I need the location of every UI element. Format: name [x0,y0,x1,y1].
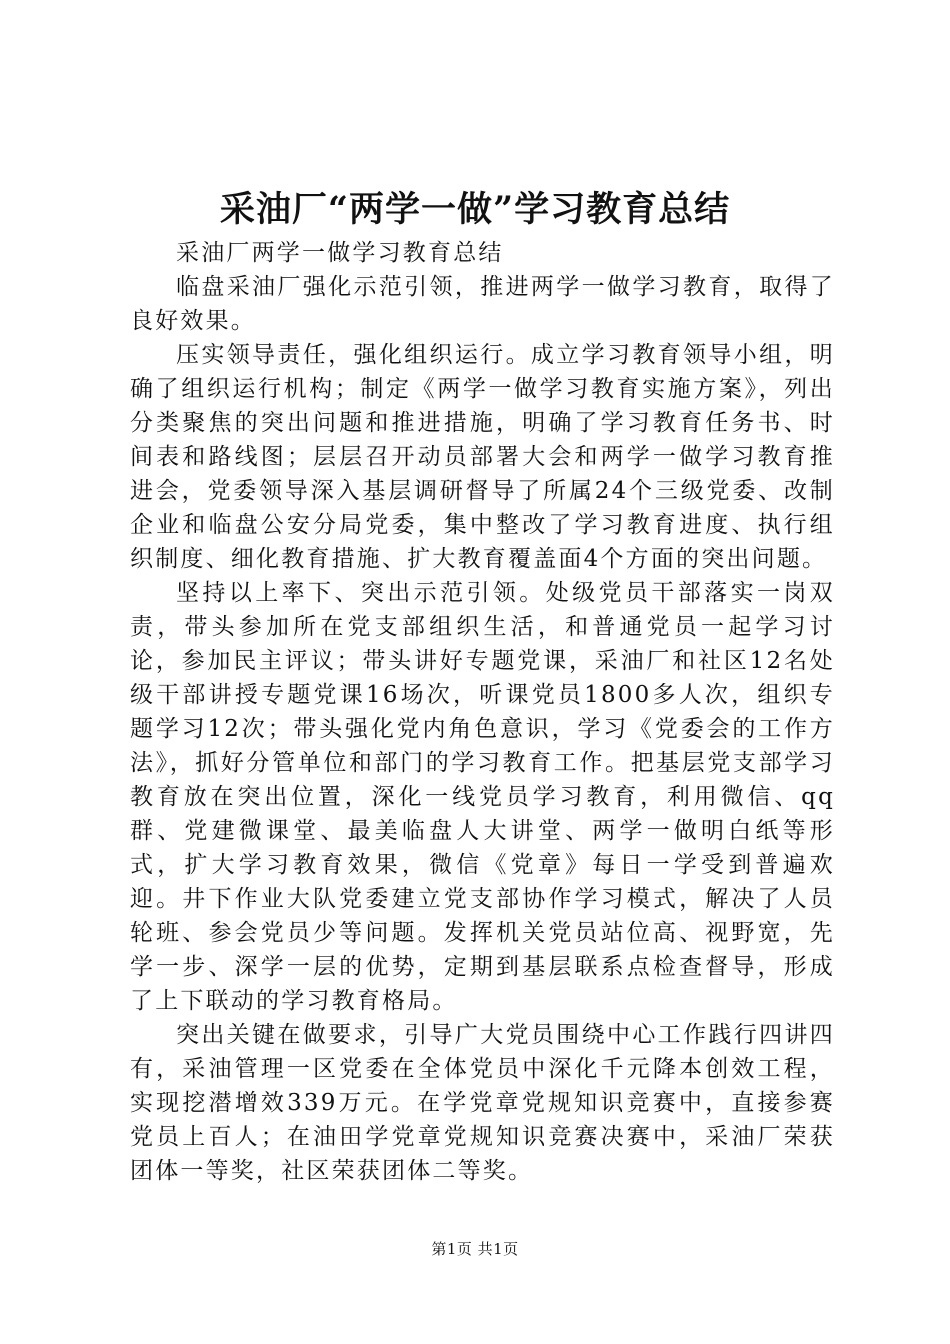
body-paragraph-example: 坚持以上率下、突出示范引领。处级党员干部落实一岗双责，带头参加所在党支部组织生活，和普通党员一起学习讨论，参加民主评议；带头讲好专题党课，采油厂和社区12名处级干部讲授专题党课16场次，听课党员1800多人次，组织专题学习12次；带头强化党内角色意识，学习《党委会的工作方法》，抓好分管单位和部门的学习教育工作。把基层党支部学习教育放在突出位置，深化一线党员学习教育，利用微信、qq群、党建微课堂、最美临盘人大讲堂、两学一做明白纸等形式，扩大学习教育效果，微信《党章》每日一学受到普遍欢迎。井下作业大队党委建立党支部协作学习模式，解决了人员轮班、参会党员少等问题。发挥机关党员站位高、视野宽，先学一步、深学一层的优势，定期到基层联系点检查督导，形成了上下联动的学习教育格局。 [130,580,835,1014]
page-number-footer: 第1页 共1页 [431,1240,519,1258]
body-paragraph-action: 突出关键在做要求，引导广大党员围绕中心工作践行四讲四有，采油管理一区党委在全体党员中深化千元降本创效工程，实现挖潜增效339万元。在学党章党规知识竞赛中，直接参赛党员上百人；在油田学党章党规知识竞赛决赛中，采油厂荣获团体一等奖，社区荣获团体二等奖。 [130,1022,835,1184]
document-title: 采油厂“两学一做”学习教育总结 [219,189,731,230]
document-body [130,236,835,1188]
body-paragraph-leadership: 压实领导责任，强化组织运行。成立学习教育领导小组，明确了组织运行机构；制定《两学一做学习教育实施方案》，列出分类聚焦的突出问题和推进措施，明确了学习教育任务书、时间表和路线图；层层召开动员部署大会和两学一做学习教育推进会，党委领导深入基层调研督导了所属24个三级党委、改制企业和临盘公安分局党委，集中整改了学习教育进度、执行组织制度、细化教育措施、扩大教育覆盖面4个方面的突出问题。 [130,342,835,572]
body-paragraph-subtitle: 采油厂两学一做学习教育总结 [176,240,504,266]
body-paragraph-intro: 临盘采油厂强化示范引领，推进两学一做学习教育，取得了良好效果。 [130,274,835,334]
